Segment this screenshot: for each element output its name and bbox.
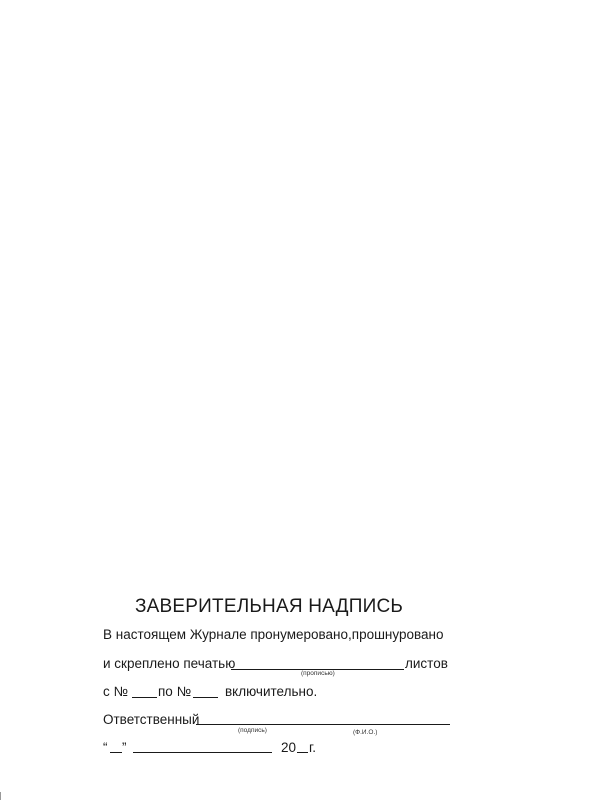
line2-prefix: и скреплено печатью [103, 656, 236, 671]
from-number-blank [132, 697, 157, 698]
year-suffix: г. [309, 740, 317, 755]
signature-hint: (подпись) [238, 727, 267, 734]
date-quote-open: “ [103, 740, 108, 755]
year-blank [297, 752, 308, 753]
words-hint: (прописью) [301, 670, 335, 677]
date-quote-close: ” [122, 740, 127, 755]
certification-line-1: В настоящем Журнале пронумеровано,прошнуровано [103, 627, 444, 642]
line4-prefix: Ответственный [103, 712, 200, 727]
year-prefix: 20 [281, 740, 297, 755]
month-blank [133, 752, 272, 753]
name-hint: (Ф.И.О.) [353, 729, 378, 736]
crop-mark [0, 792, 1, 800]
line3-prefix: с № [103, 684, 128, 699]
certification-title: ЗАВЕРИТЕЛЬНАЯ НАДПИСЬ [135, 596, 404, 617]
line2-suffix: листов [405, 656, 448, 671]
day-blank [110, 752, 122, 753]
to-number-blank [193, 697, 218, 698]
line3-middle: по № [158, 684, 192, 699]
line3-suffix: включительно. [225, 684, 318, 699]
responsible-blank [196, 724, 450, 725]
